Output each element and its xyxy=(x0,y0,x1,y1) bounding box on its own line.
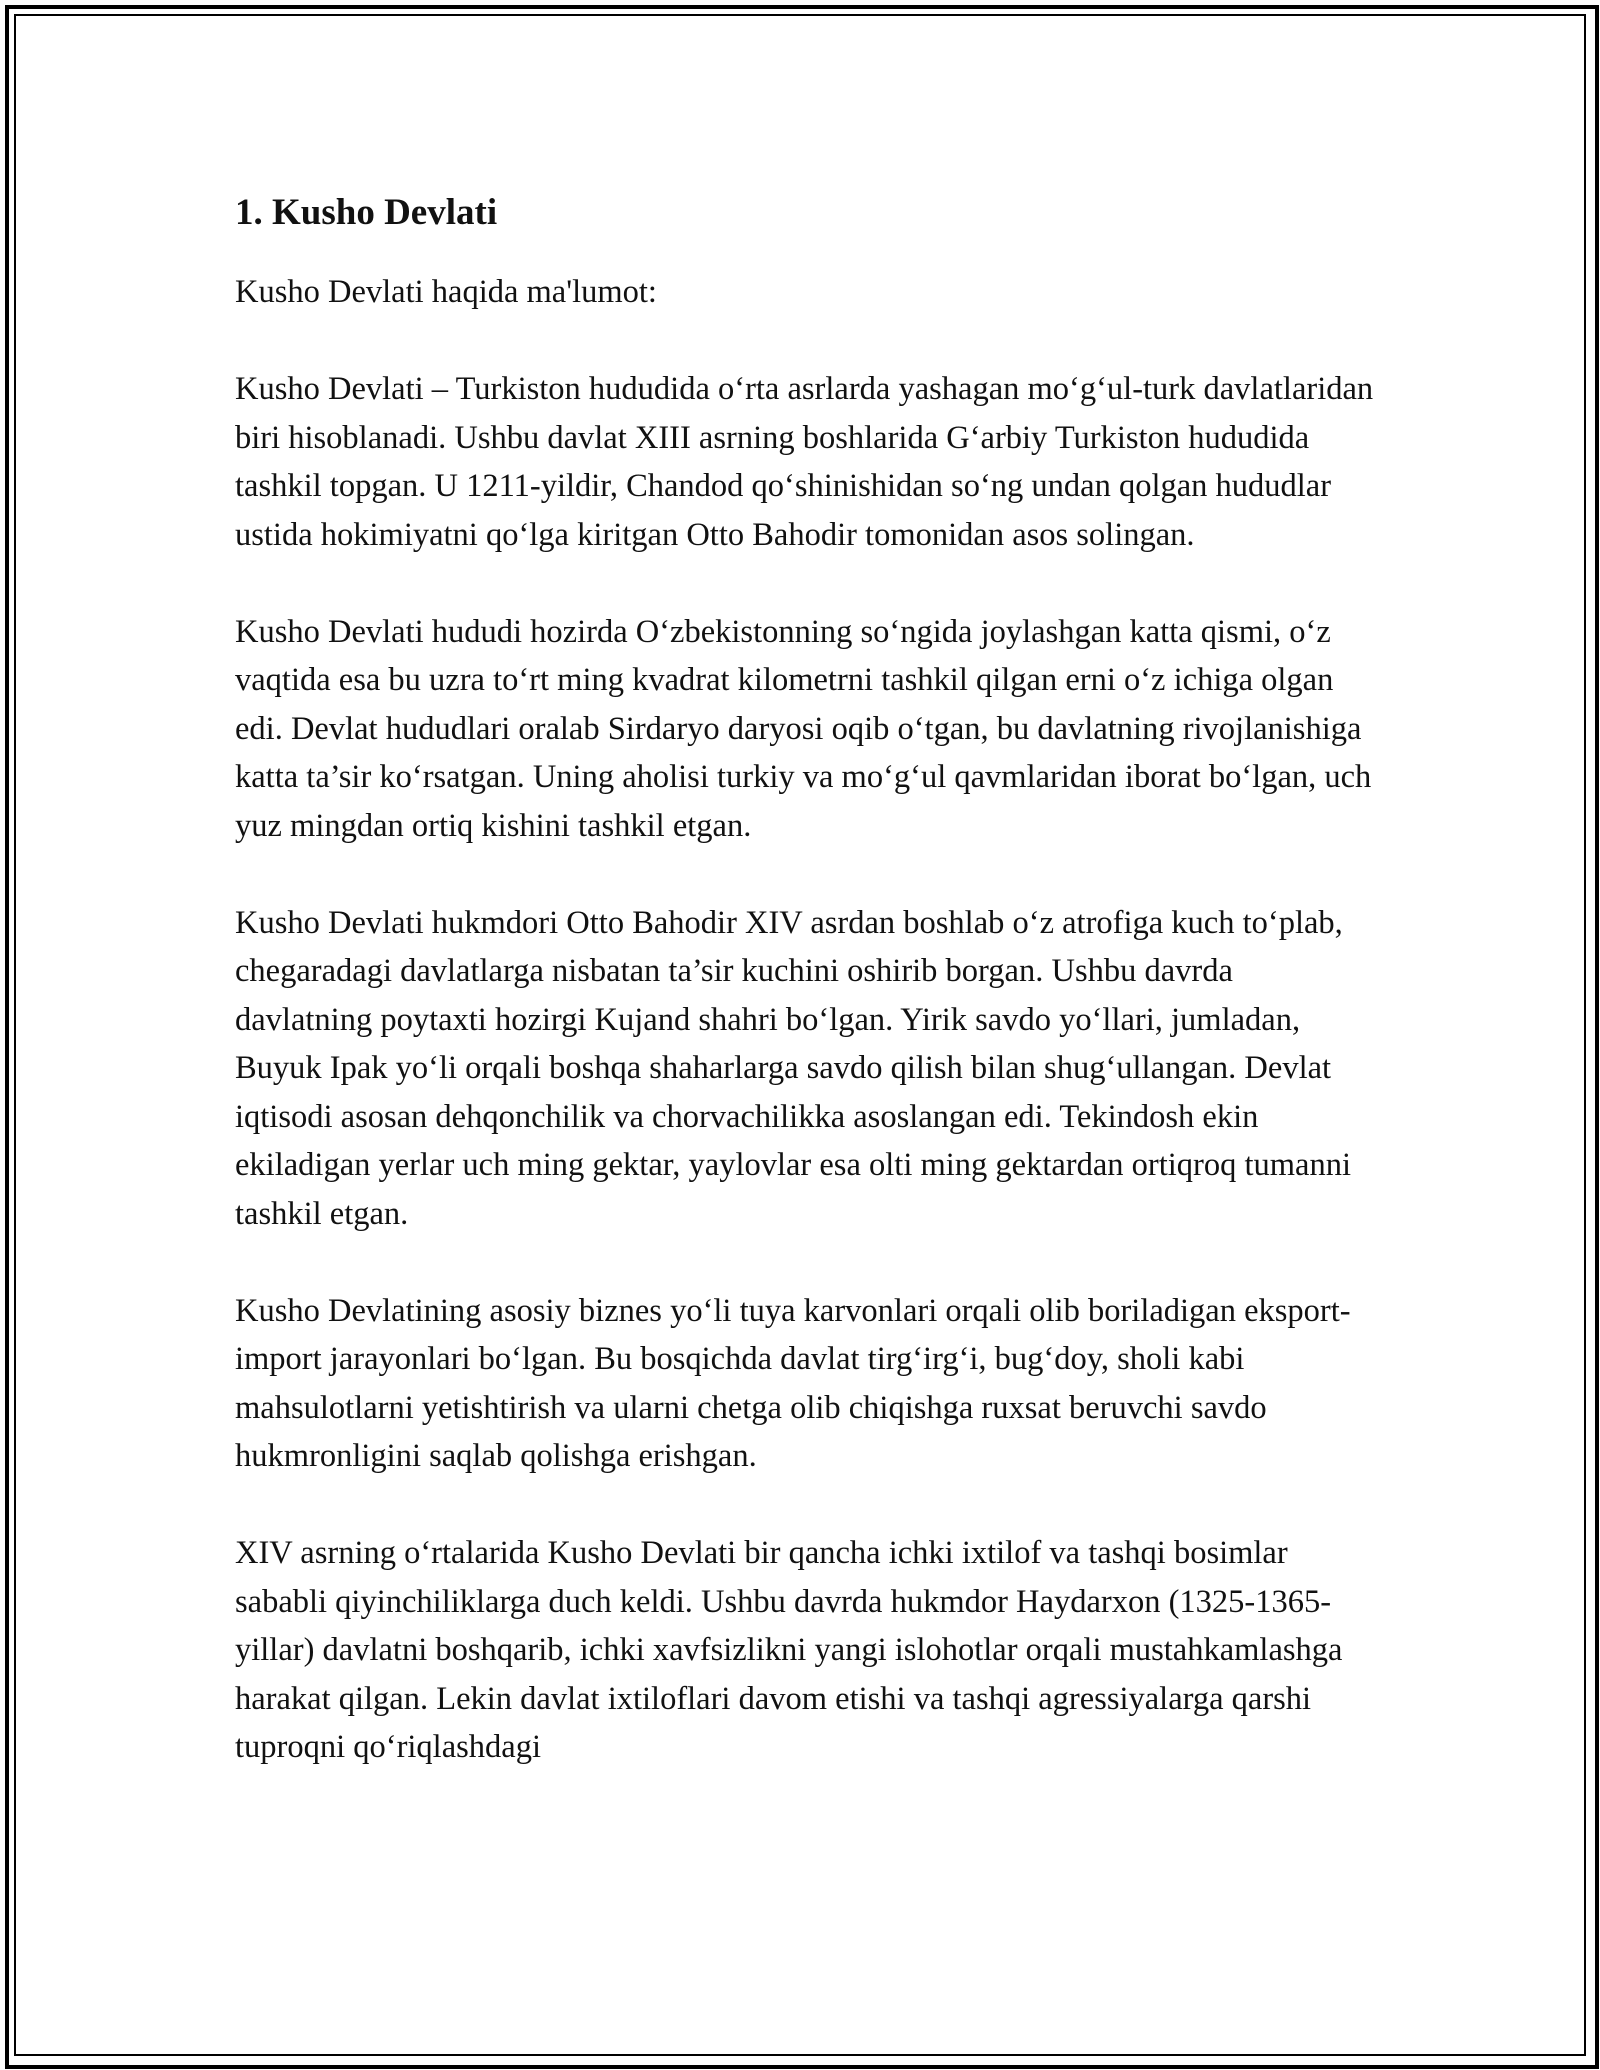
paragraph-3: Kusho Devlati hukmdori Otto Bahodir XIV asrdan boshlab oʻz atrofiga kuch toʻplab, chegaradagi davlatlarga nisbatan ta’sir kuchini oshirib borgan. Ushbu davrda davlatning poytaxti hozirgi Kujand shahri boʻlgan. Yirik savdo yoʻllari, jumladan, Buyuk Ipak yoʻli orqali boshqa shaharlarga savdo qilish bilan shugʻullangan. Devlat iqtisodi asosan dehqonchilik va chorvachilikka asoslangan edi. Tekindosh ekin ekiladigan yerlar uch ming gektar, yaylovlar esa olti ming gektardan ortiqroq tumanni tashkil etgan. xyxy=(235,904,1351,1232)
document-heading: 1. Kusho Devlati xyxy=(235,192,498,233)
paragraph-4: Kusho Devlatining asosiy biznes yoʻli tuya karvonlari orqali olib boriladigan eksport- import jarayonlari boʻlgan. Bu bosqichda davlat tirgʻirgʻi, bugʻdoy, sholi kabi mahsulotlarni yetishtirish va ularni chetga olib chiqishga ruxsat beruvchi savdo hukmronligini saqlab qolishga erishgan. xyxy=(235,1292,1351,1474)
document-body xyxy=(235,186,1375,1820)
paragraph-5: XIV asrning oʻrtalarida Kusho Devlati bir qancha ichki ixtilof va tashqi bosimlar sababli qiyinchiliklarga duch keldi. Ushbu davrda hukmdor Haydarxon (1325-1365-yillar) davlatni boshqarib, ichki xavfsizlikni yangi islohotlar orqali mustahkamlashga harakat qilgan. Lekin davlat ixtiloflari davom etishi va tashqi agressiyalarga qarshi tuproqni qoʻriqlashdagi xyxy=(235,1535,1343,1765)
paragraph-1: Kusho Devlati – Turkiston hududida oʻrta asrlarda yashagan moʻgʻul-turk davlatlaridan biri hisoblanadi. Ushbu davlat XIII asrning boshlarida Gʻarbiy Turkiston hududida tashkil topgan. U 1211-yildir, Chandod qoʻshinishidan soʻng undan qolgan hududlar ustida hokimiyatni qoʻlga kiritgan Otto Bahodir tomonidan asos solingan. xyxy=(235,371,1374,553)
intro-line: Kusho Devlati haqida ma'lumot: xyxy=(235,274,657,310)
paragraph-2: Kusho Devlati hududi hozirda Oʻzbekistonning soʻngida joylashgan katta qismi, oʻz vaqtida esa bu uzra toʻrt ming kvadrat kilometrni tashkil qilgan erni oʻz ichiga olgan edi. Devlat hududlari oralab Sirdaryo daryosi oqib oʻtgan, bu davlatning rivojlanishiga katta ta’sir koʻrsatgan. Uning aholisi turkiy va moʻgʻul qavmlaridan iborat boʻlgan, uch yuz mingdan ortiq kishini tashkil etgan. xyxy=(235,613,1372,844)
